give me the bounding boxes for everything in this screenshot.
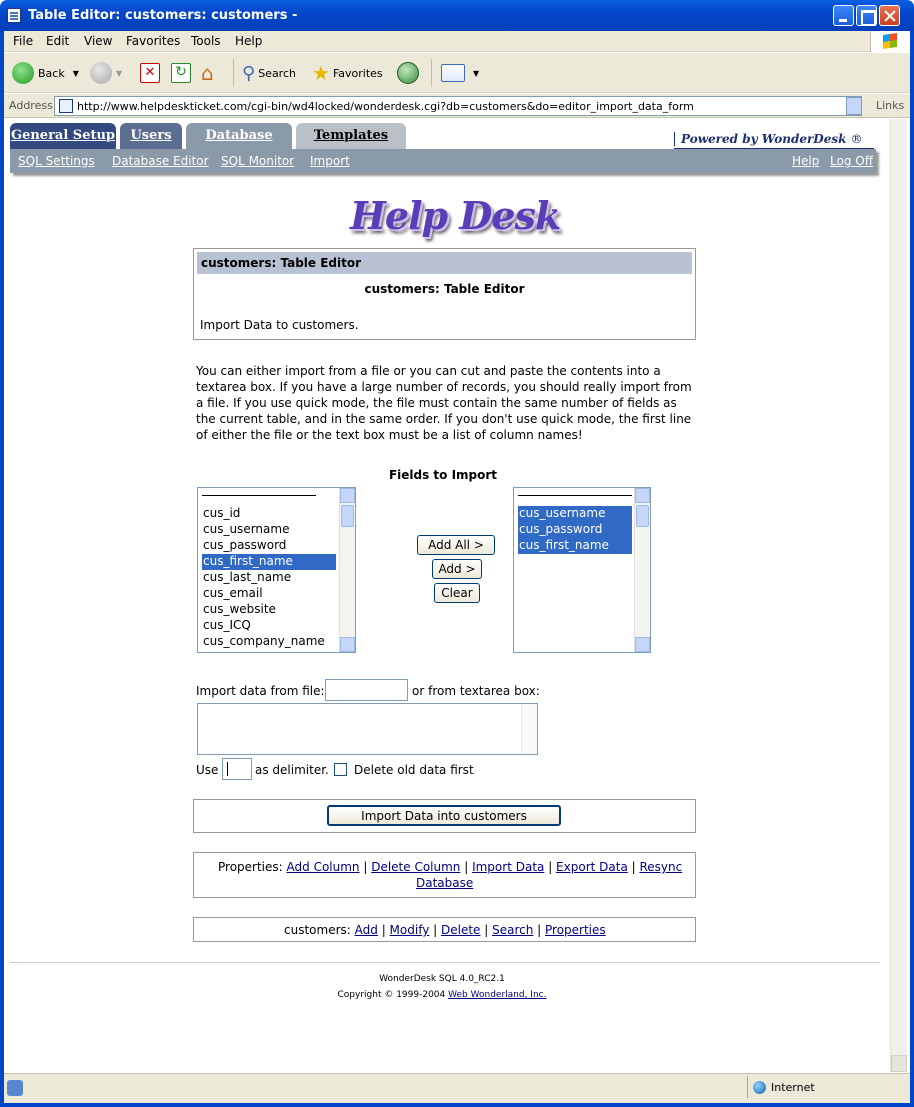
minimize-button[interactable] xyxy=(833,5,854,26)
window-frame-right xyxy=(910,31,914,1107)
forward-button[interactable] xyxy=(90,61,122,85)
clear-button[interactable]: Clear xyxy=(434,583,480,603)
status-divider xyxy=(747,1076,748,1098)
list-item[interactable]: cus_company_name xyxy=(203,634,325,648)
menu-file[interactable]: File xyxy=(13,34,34,48)
customers-nav-label: customers: xyxy=(284,923,351,937)
page-icon xyxy=(59,99,73,113)
refresh-icon: ↻ xyxy=(171,63,191,83)
subnav-log-off[interactable]: Log Off xyxy=(830,154,873,168)
resync-database-link[interactable]: Resync xyxy=(639,860,683,874)
menu-help[interactable]: Help xyxy=(235,34,263,48)
forward-arrow-icon xyxy=(90,62,112,84)
panel-description: Import Data to customers. xyxy=(200,318,359,332)
textarea-label: or from textarea box: xyxy=(412,684,540,698)
add-button[interactable]: Add > xyxy=(432,559,482,579)
scroll-thumb[interactable] xyxy=(636,505,649,527)
list-scrollbar[interactable] xyxy=(634,488,650,652)
powered-by-logo: Powered by WonderDesk ® xyxy=(674,132,874,146)
list-item[interactable]: cus_id xyxy=(203,506,241,520)
subnav-import[interactable]: Import xyxy=(310,154,350,168)
security-zone: Internet xyxy=(771,1081,815,1094)
list-item[interactable]: cus_first_name xyxy=(202,554,336,570)
close-button[interactable] xyxy=(879,5,900,26)
export-data-link[interactable]: Export Data xyxy=(556,860,628,874)
list-item[interactable]: cus_password xyxy=(518,522,632,538)
scroll-thumb[interactable] xyxy=(341,505,354,527)
import-data-link[interactable]: Import Data xyxy=(472,860,545,874)
customers-modify-link[interactable]: Modify xyxy=(389,923,430,937)
history-button[interactable] xyxy=(397,61,423,85)
refresh-button[interactable] xyxy=(171,61,191,85)
status-bar xyxy=(4,1073,910,1103)
page-status-icon xyxy=(7,1080,23,1096)
list-item[interactable]: cus_password xyxy=(203,538,287,552)
window-frame-bottom xyxy=(0,1103,914,1107)
tab-templates[interactable]: Templates xyxy=(296,123,406,149)
panel-header: customers: Table Editor xyxy=(197,252,692,274)
chevron-down-icon[interactable]: ▼ xyxy=(72,68,79,78)
scroll-down-icon[interactable] xyxy=(340,637,355,652)
resync-database-link-cont[interactable]: Database xyxy=(416,876,474,890)
version-text: WonderDesk SQL 4.0_RC2.1 xyxy=(379,974,505,984)
list-separator xyxy=(518,495,632,496)
window-titlebar xyxy=(0,0,914,31)
stop-icon: ✕ xyxy=(140,63,160,83)
scroll-down-icon[interactable] xyxy=(891,1055,907,1072)
add-column-link[interactable]: Add Column xyxy=(286,860,360,874)
mail-button[interactable] xyxy=(441,61,479,85)
home-icon: ⌂ xyxy=(201,61,214,85)
delimiter-label: as delimiter. xyxy=(255,763,329,777)
list-item[interactable]: cus_username xyxy=(518,506,632,522)
help-desk-logo: Help Desk xyxy=(350,193,561,238)
list-item[interactable]: cus_email xyxy=(203,586,263,600)
ie-page-icon xyxy=(7,8,21,23)
selected-fields-list[interactable] xyxy=(513,487,651,653)
database-subnav xyxy=(10,149,876,173)
windows-logo-icon xyxy=(870,31,910,52)
properties-label: Properties: xyxy=(218,860,283,874)
maximize-button[interactable] xyxy=(856,5,877,26)
list-item[interactable]: cus_username xyxy=(203,522,290,536)
add-all-button[interactable]: Add All > xyxy=(417,535,495,555)
list-item[interactable]: cus_ICQ xyxy=(203,618,251,632)
menu-favorites[interactable]: Favorites xyxy=(126,34,181,48)
tab-database[interactable]: Database xyxy=(186,123,292,149)
subnav-sql-settings[interactable]: SQL Settings xyxy=(18,154,95,168)
delete-column-link[interactable]: Delete Column xyxy=(371,860,461,874)
textarea-scrollbar[interactable] xyxy=(521,704,537,754)
search-icon: ⚲ xyxy=(242,62,256,84)
window-title: Table Editor: customers: customers - xyxy=(28,8,298,23)
menu-tools[interactable]: Tools xyxy=(191,34,221,48)
menu-bar xyxy=(4,31,910,52)
chevron-down-icon[interactable]: ▼ xyxy=(116,68,123,78)
subnav-database-editor[interactable]: Database Editor xyxy=(112,154,209,168)
footer-divider xyxy=(10,962,880,963)
list-scrollbar[interactable] xyxy=(339,488,355,652)
toolbar-separator xyxy=(233,59,234,87)
main-tabs xyxy=(10,123,880,149)
mail-icon xyxy=(441,64,465,82)
tab-users[interactable]: Users xyxy=(120,123,182,149)
available-fields-list[interactable] xyxy=(197,487,356,653)
fields-to-import-title: Fields to Import xyxy=(388,468,498,482)
address-input[interactable]: http://www.helpdeskticket.com/cgi-bin/wd4locked/wonderdesk.cgi?db=customers&do=editor_import_data_form xyxy=(54,96,862,116)
list-item[interactable]: cus_last_name xyxy=(203,570,292,584)
favorites-button[interactable]: ★ Favorites xyxy=(312,61,383,85)
stop-button[interactable] xyxy=(140,61,160,85)
delete-old-data-label: Delete old data first xyxy=(354,763,474,777)
import-textarea[interactable] xyxy=(197,703,538,755)
delete-old-data-checkbox[interactable] xyxy=(334,763,347,776)
scroll-up-icon[interactable] xyxy=(635,488,650,503)
tab-general-setup[interactable]: General Setup xyxy=(10,123,116,149)
table-editor-panel xyxy=(193,248,696,340)
internet-globe-icon xyxy=(753,1081,766,1094)
use-label: Use xyxy=(196,763,219,777)
list-item[interactable]: cus_first_name xyxy=(518,538,632,554)
page-scrollbar[interactable] xyxy=(890,119,907,1072)
chevron-down-icon[interactable]: ▼ xyxy=(473,68,480,78)
copyright-text: Copyright © 1999-2004 Web Wonderland, Inc. xyxy=(337,990,547,1000)
favorites-star-icon: ★ xyxy=(312,61,330,85)
subnav-help[interactable]: Help xyxy=(792,154,820,168)
toolbar-separator xyxy=(431,59,432,87)
menu-edit[interactable]: Edit xyxy=(46,34,70,48)
scroll-up-icon[interactable] xyxy=(340,488,355,503)
import-data-button[interactable]: Import Data into customers xyxy=(327,805,561,826)
page-viewport: General Setup Users Database Templates Powered by WonderDesk ® SQL Settings Database Editor SQL Monitor Import Help Log Off Help Desk customers: Table Editor customers: Table Editor Import Data to customers. You can either import from a file or you can cut and paste the contents into a textarea box. If you have a large number of records, you should really import from a file. If you use quick mode, the file must contain the same number of fields as the current table, and in the same order. If you don't use quick mode, the first line of either the file or the text box must be a list of column names! Fields to Import cus_id cus_username cus_password cus_first_name cus_last_name cus_email cus_website cus_ICQ cus_company_name Add All > Add > Clear cus_username cus_password cus_first_name Import data from file: or from textarea box: Use as delimiter. Delete old data first Import Data into customers Properties: Add Column | Delete Column | Import Data | Export Data | Resync Database customers: Add | Modify | Delete | Search | Properties WonderDesk SQL 4.0_RC2.1 Copyright © 1999-2004 Web Wonderland, Inc. xyxy=(4,119,890,1072)
home-button[interactable] xyxy=(201,61,214,85)
properties-panel xyxy=(193,852,696,898)
address-label: Address xyxy=(9,99,53,112)
history-icon xyxy=(397,62,419,84)
customers-properties-link[interactable]: Properties xyxy=(545,923,606,937)
menu-view[interactable]: View xyxy=(84,34,113,48)
back-arrow-icon xyxy=(12,62,34,84)
import-instructions: You can either import from a file or you can cut and paste the contents into a textarea box. If you have a large number of records, you should really import from a file. If you use quick mode, the file must contain the same number of fields as the current table, and in the same order. If you don't use quick mode, the first line of either the file or the text box must be a list of column names! xyxy=(196,364,692,442)
browser-toolbar xyxy=(4,53,910,93)
subnav-sql-monitor[interactable]: SQL Monitor xyxy=(221,154,295,168)
customers-nav: customers: Add | Modify | Delete | Search | Properties xyxy=(284,923,606,937)
list-separator xyxy=(202,495,316,496)
list-item[interactable]: cus_website xyxy=(203,602,276,616)
customers-delete-link[interactable]: Delete xyxy=(440,923,481,937)
address-dropdown-button[interactable] xyxy=(846,97,862,115)
search-button[interactable]: ⚲ Search xyxy=(242,62,296,84)
scroll-down-icon[interactable] xyxy=(635,637,650,652)
customers-add-link[interactable]: Add xyxy=(354,923,378,937)
customers-search-link[interactable]: Search xyxy=(492,923,534,937)
address-bar xyxy=(4,94,910,118)
links-toolbar[interactable]: Links xyxy=(876,99,905,112)
file-label: Import data from file: xyxy=(196,684,325,698)
panel-subtitle: customers: Table Editor xyxy=(364,282,525,296)
company-link[interactable]: Web Wonderland, Inc. xyxy=(448,990,547,1000)
back-button[interactable]: Back ▼ xyxy=(12,61,79,85)
file-input[interactable] xyxy=(325,679,408,701)
delimiter-input[interactable] xyxy=(222,758,252,780)
